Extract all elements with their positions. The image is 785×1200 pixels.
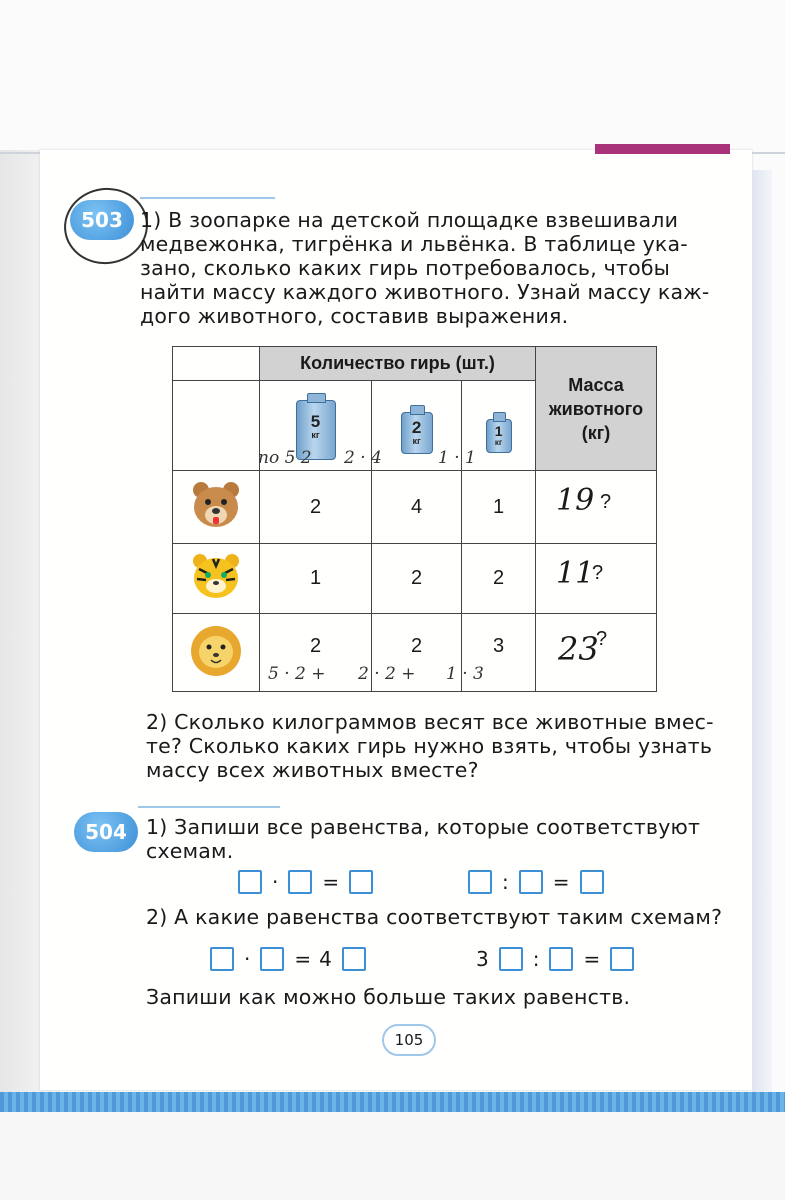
scheme-division <box>466 870 606 894</box>
op-equals: = <box>583 947 601 971</box>
bear-2kg-count: 4 <box>372 471 462 544</box>
text-line: дого животного, составив выражения. <box>140 304 569 328</box>
weight-2kg-icon <box>401 412 433 454</box>
op-multiply: · <box>244 947 251 971</box>
text-line: 1) В зоопарке на детской площадке взвешивали <box>140 208 679 232</box>
op-divide: : <box>532 947 540 971</box>
text-line: 2) Сколько килограммов весят все животные вмес- <box>146 710 714 734</box>
answer-box[interactable] <box>549 947 573 971</box>
handwritten-note: 2 · 4 <box>344 448 382 468</box>
bear-1kg-count: 1 <box>462 471 536 544</box>
bear-icon <box>189 480 243 530</box>
exercise-divider <box>140 197 275 199</box>
mass-header <box>536 347 657 471</box>
exercise-504-number: 504 <box>74 812 138 852</box>
text-line: те? Сколько каких гирь нужно взять, чтобы узнать <box>146 734 713 758</box>
op-divide: : <box>502 870 509 894</box>
exercise-503-task2 <box>146 710 714 782</box>
answer-box[interactable] <box>349 870 373 894</box>
op-equals: = <box>552 870 570 894</box>
weight-value: 5 <box>310 411 321 431</box>
bear-5kg-count: 2 <box>260 471 372 544</box>
scheme-multiplication <box>236 870 375 894</box>
exercise-504-final <box>146 985 630 1009</box>
weight-unit: кг <box>311 429 320 440</box>
handwritten-note: 1 · 3 <box>446 664 484 684</box>
bear-mass-question: ? <box>600 491 612 513</box>
exercise-503-number: 503 <box>70 200 134 240</box>
scheme2-multiplication <box>208 947 368 971</box>
text-line: Запиши как можно больше таких равенств. <box>146 985 631 1009</box>
handwritten-digit: 3 <box>476 947 489 971</box>
handwritten-digit: 4 <box>319 947 332 971</box>
answer-box[interactable] <box>210 947 234 971</box>
bookmark-ribbon <box>595 144 730 154</box>
answer-box[interactable] <box>238 870 262 894</box>
exercise-504-task1 <box>146 815 700 863</box>
tiger-icon <box>189 551 243 601</box>
text-line: 1) Запиши все равенства, которые соответствуют <box>146 815 701 839</box>
weights-table <box>172 346 657 692</box>
lion-5kg-count: 2 <box>309 635 322 657</box>
op-equals: = <box>294 947 312 971</box>
tiger-5kg-count: 1 <box>260 544 372 614</box>
weight-value: 1 <box>494 422 503 439</box>
lion-mass-cell <box>536 614 657 692</box>
lion-2kg-count: 2 <box>411 635 423 657</box>
text-line: массу всех животных вместе? <box>146 758 479 782</box>
exercise-divider <box>138 806 280 808</box>
tiger-cell <box>173 544 260 614</box>
weight-1kg-icon <box>486 419 512 453</box>
text-line: зано, сколько каких гирь потребовалось, чтобы <box>140 256 671 280</box>
bear-mass-handwritten: 19 <box>556 483 595 518</box>
answer-box[interactable] <box>519 870 543 894</box>
lion-mass-question: ? <box>596 628 608 650</box>
handwritten-note: 1 · 1 <box>438 448 476 468</box>
handwritten-note: 5 · 2 + <box>268 664 326 684</box>
tiger-mass-question: ? <box>592 562 604 584</box>
weight-value: 2 <box>411 417 422 437</box>
answer-box[interactable] <box>260 947 284 971</box>
exercise-503-task1 <box>140 208 710 328</box>
weight-unit: кг <box>412 435 421 446</box>
table-corner <box>173 347 260 381</box>
answer-box[interactable] <box>288 870 312 894</box>
scheme2-division <box>476 947 636 971</box>
op-multiply: · <box>272 870 279 894</box>
lion-mass-handwritten: 23 <box>558 630 599 668</box>
scan-background <box>0 1112 785 1200</box>
tiger-2kg-count: 2 <box>372 544 462 614</box>
tiger-mass-cell <box>536 544 657 614</box>
weight-unit: кг <box>494 437 503 447</box>
mass-header-label: Масса животного (кг) <box>548 374 644 443</box>
answer-box[interactable] <box>499 947 523 971</box>
tiger-1kg-count: 2 <box>462 544 536 614</box>
text-line: 2) А какие равенства соответствуют таким схемам? <box>146 905 723 929</box>
weights-header: Количество гирь (шт.) <box>260 347 536 381</box>
page-stack-edge <box>752 170 772 1095</box>
op-equals: = <box>322 870 340 894</box>
bear-cell <box>173 471 260 544</box>
exercise-504-task2 <box>146 905 722 929</box>
handwritten-note: по 5 2 <box>258 448 312 468</box>
page-number: 105 <box>382 1024 436 1056</box>
lion-icon <box>187 623 245 677</box>
text-line: схемам. <box>146 839 234 863</box>
tiger-mass-handwritten: 11 <box>556 556 595 591</box>
answer-box[interactable] <box>468 870 492 894</box>
text-line: найти массу каждого животного. Узнай массу каж- <box>140 280 710 304</box>
answer-box[interactable] <box>610 947 634 971</box>
answer-box[interactable] <box>580 870 604 894</box>
lion-1kg-count: 3 <box>493 635 505 657</box>
book-cover-edge <box>0 1092 785 1112</box>
answer-box[interactable] <box>342 947 366 971</box>
lion-cell <box>173 614 260 692</box>
table-corner-lower <box>173 381 260 471</box>
bear-mass-cell <box>536 471 657 544</box>
text-line: медвежонка, тигрёнка и львёнка. В таблице ука- <box>140 232 688 256</box>
handwritten-note: 2 · 2 + <box>358 664 416 684</box>
